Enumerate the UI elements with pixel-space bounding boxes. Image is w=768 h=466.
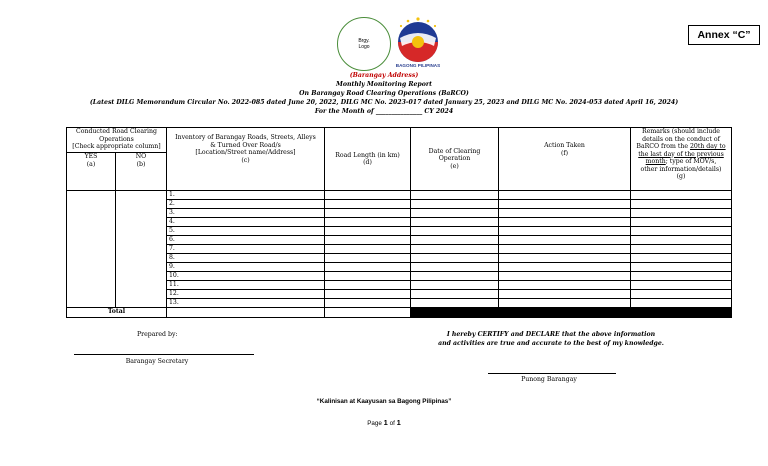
road-length-cell[interactable]: [325, 245, 411, 254]
month-blank: _______________: [375, 108, 423, 115]
report-subtitle: On Barangay Road Clearing Operations (BaRCO): [299, 90, 469, 97]
row-number-cell[interactable]: 1.: [167, 191, 325, 200]
table-row: [67, 272, 732, 281]
action-taken-label: Action Taken: [544, 142, 585, 149]
table-row: [67, 254, 732, 263]
date-clearing-cell[interactable]: [411, 191, 499, 200]
action-taken-cell[interactable]: [499, 263, 631, 272]
action-taken-cell[interactable]: [499, 191, 631, 200]
row-number-cell[interactable]: 9.: [167, 263, 325, 272]
yes-label: YES: [84, 153, 98, 160]
row-number-cell[interactable]: 6.: [167, 236, 325, 245]
date-clearing-cell[interactable]: [411, 254, 499, 263]
date-clearing-cell[interactable]: [411, 236, 499, 245]
inventory-header: [167, 128, 325, 191]
annex-label: Annex “C”: [688, 25, 760, 45]
date-clearing-line2: Operation: [438, 155, 471, 163]
date-clearing-header: [411, 128, 499, 191]
table-body: [67, 191, 732, 308]
total-label: Total: [67, 308, 167, 318]
action-taken-cell[interactable]: [499, 245, 631, 254]
punong-barangay-label: Punong Barangay: [521, 376, 577, 383]
month-prefix: For the Month of: [314, 108, 374, 115]
table-row: [67, 209, 732, 218]
action-taken-cell[interactable]: [499, 281, 631, 290]
page-number: [0, 418, 768, 427]
date-clearing-cell[interactable]: [411, 263, 499, 272]
remarks-cell[interactable]: [631, 263, 732, 272]
bagong-pilipinas-logo-icon: [388, 16, 448, 70]
inventory-code: (c): [241, 156, 250, 164]
conducted-header: [67, 128, 167, 153]
remarks-cell[interactable]: [631, 281, 732, 290]
remarks-cell[interactable]: [631, 272, 732, 281]
road-length-cell[interactable]: [325, 263, 411, 272]
remarks-cell[interactable]: [631, 191, 732, 200]
remarks-line5a: month: [645, 158, 666, 165]
action-taken-cell[interactable]: [499, 227, 631, 236]
secretary-signature-line: [74, 354, 254, 355]
road-length-cell[interactable]: [325, 281, 411, 290]
row-number-cell[interactable]: 3.: [167, 209, 325, 218]
date-clearing-cell[interactable]: [411, 227, 499, 236]
road-length-cell[interactable]: [325, 236, 411, 245]
row-number-cell[interactable]: 2.: [167, 200, 325, 209]
remarks-line4-text: the last day of the previous: [638, 150, 724, 158]
road-length-label: Road Length (in km): [335, 151, 400, 159]
remarks-line3a: BaRCO from the: [636, 143, 690, 150]
road-length-cell[interactable]: [325, 200, 411, 209]
row-number-cell[interactable]: 13.: [167, 299, 325, 308]
inventory-line2: & Turned Over Road/s: [210, 141, 281, 149]
action-taken-code: (f): [560, 149, 569, 157]
action-taken-cell[interactable]: [499, 209, 631, 218]
page-current: 1: [383, 418, 388, 427]
conducted-line2: Operations: [99, 135, 134, 143]
remarks-cell[interactable]: [631, 299, 732, 308]
remarks-cell[interactable]: [631, 254, 732, 263]
header-row-1: [67, 128, 732, 153]
road-length-cell[interactable]: [325, 290, 411, 299]
remarks-cell[interactable]: [631, 200, 732, 209]
date-clearing-cell[interactable]: [411, 245, 499, 254]
conducted-line3: [Check appropriate column]: [72, 143, 161, 150]
remarks-cell[interactable]: [631, 290, 732, 299]
page-of: of: [387, 420, 397, 427]
action-taken-cell[interactable]: [499, 290, 631, 299]
memorandum-reference: (Latest DILG Memorandum Circular No. 2022-085 dated June 20, 2022, DILG MC No. 2023-017 dated January 25, 2023 and DILG MC No. 2024-053 dated April 16, 2024): [89, 99, 679, 106]
date-clearing-line1: Date of Clearing: [428, 147, 481, 155]
date-clearing-cell[interactable]: [411, 218, 499, 227]
slogan: “Kalinisan at Kaayusan sa Bagong Pilipinas”: [316, 398, 452, 405]
remarks-line1: Remarks (should include: [642, 128, 720, 135]
date-clearing-cell[interactable]: [411, 209, 499, 218]
yes-checkbox-cell[interactable]: [67, 191, 116, 308]
remarks-code: (g): [676, 173, 686, 180]
action-taken-cell[interactable]: [499, 236, 631, 245]
date-clearing-cell[interactable]: [411, 290, 499, 299]
total-blacked-cell: [411, 308, 499, 318]
page-total: 1: [396, 418, 401, 427]
table-row: [67, 200, 732, 209]
barangay-logo-placeholder: [337, 17, 391, 71]
row-number-cell[interactable]: 8.: [167, 254, 325, 263]
prepared-by-label: Prepared by:: [137, 331, 178, 338]
date-clearing-cell[interactable]: [411, 272, 499, 281]
table-row: [67, 299, 732, 308]
table-row: [67, 263, 732, 272]
date-clearing-code: (e): [450, 162, 459, 170]
table-row: [67, 290, 732, 299]
action-taken-cell[interactable]: [499, 299, 631, 308]
road-length-cell[interactable]: [325, 191, 411, 200]
no-header: [116, 153, 167, 191]
total-road-length-cell[interactable]: [325, 308, 411, 318]
total-blacked-cell: [499, 308, 631, 318]
bagong-pilipinas-text: BAGONG PILIPINAS: [395, 63, 441, 68]
row-number-cell[interactable]: 12.: [167, 290, 325, 299]
remarks-line3b: 20th day to: [689, 143, 726, 150]
row-number-cell[interactable]: 4.: [167, 218, 325, 227]
table-row: [67, 245, 732, 254]
yes-code: (a): [86, 160, 96, 168]
inventory-line3: [Location/Street name/Address]: [195, 149, 296, 156]
conducted-line1: Conducted Road Clearing: [76, 128, 157, 135]
road-length-header: [325, 128, 411, 191]
monitoring-table: [66, 127, 732, 318]
action-taken-header: [499, 128, 631, 191]
remarks-cell[interactable]: [631, 218, 732, 227]
remarks-cell[interactable]: [631, 236, 732, 245]
no-checkbox-cell[interactable]: [116, 191, 167, 308]
no-label: NO: [135, 153, 147, 160]
action-taken-cell[interactable]: [499, 272, 631, 281]
action-taken-cell[interactable]: [499, 200, 631, 209]
total-row: [67, 308, 732, 318]
report-title: Monthly Monitoring Report: [336, 81, 432, 88]
row-number-cell[interactable]: 10.: [167, 272, 325, 281]
remarks-cell[interactable]: [631, 209, 732, 218]
road-length-cell[interactable]: [325, 218, 411, 227]
date-clearing-cell[interactable]: [411, 200, 499, 209]
total-blacked-cell: [631, 308, 732, 318]
date-clearing-cell[interactable]: [411, 281, 499, 290]
row-number-cell[interactable]: 5.: [167, 227, 325, 236]
yes-header: [67, 153, 116, 191]
inventory-line1: Inventory of Barangay Roads, Streets, Alleys: [175, 134, 316, 141]
road-length-cell[interactable]: [325, 227, 411, 236]
certify-line1: I hereby CERTIFY and DECLARE that the above information: [446, 331, 656, 338]
no-code: (b): [136, 160, 146, 168]
road-length-code: (d): [363, 159, 372, 166]
report-year: CY 2024: [422, 108, 454, 115]
barangay-secretary-label: Barangay Secretary: [125, 358, 189, 365]
punong-signature-line: [488, 373, 616, 374]
row-number-cell[interactable]: 11.: [167, 281, 325, 290]
remarks-line2: details on the conduct of: [642, 135, 720, 143]
brgy-logo-line1: Brgy.: [358, 38, 370, 44]
remarks-cell[interactable]: [631, 227, 732, 236]
date-clearing-cell[interactable]: [411, 299, 499, 308]
total-inventory-cell[interactable]: [167, 308, 325, 318]
barangay-address: (Barangay Address): [349, 72, 419, 79]
road-length-cell[interactable]: [325, 209, 411, 218]
remarks-cell[interactable]: [631, 245, 732, 254]
remarks-line3: [633, 143, 729, 151]
road-length-cell[interactable]: [325, 272, 411, 281]
remarks-line6: other information/details): [640, 165, 722, 173]
certify-line2: and activities are true and accurate to the best of my knowledge.: [438, 340, 664, 347]
brgy-logo-line2: Logo: [358, 44, 370, 50]
remarks-header: [631, 128, 732, 191]
table-row: [67, 218, 732, 227]
table-row: [67, 191, 732, 200]
road-length-cell[interactable]: [325, 254, 411, 263]
remarks-line5: [633, 158, 729, 166]
action-taken-cell[interactable]: [499, 218, 631, 227]
road-length-cell[interactable]: [325, 299, 411, 308]
action-taken-cell[interactable]: [499, 254, 631, 263]
table-row: [67, 227, 732, 236]
table-row: [67, 236, 732, 245]
table-row: [67, 281, 732, 290]
remarks-line4: [633, 151, 729, 159]
reporting-month: [0, 108, 768, 116]
row-number-cell[interactable]: 7.: [167, 245, 325, 254]
page-word: Page: [367, 420, 384, 427]
remarks-line5b: ; type of MOV/s,: [665, 158, 717, 165]
